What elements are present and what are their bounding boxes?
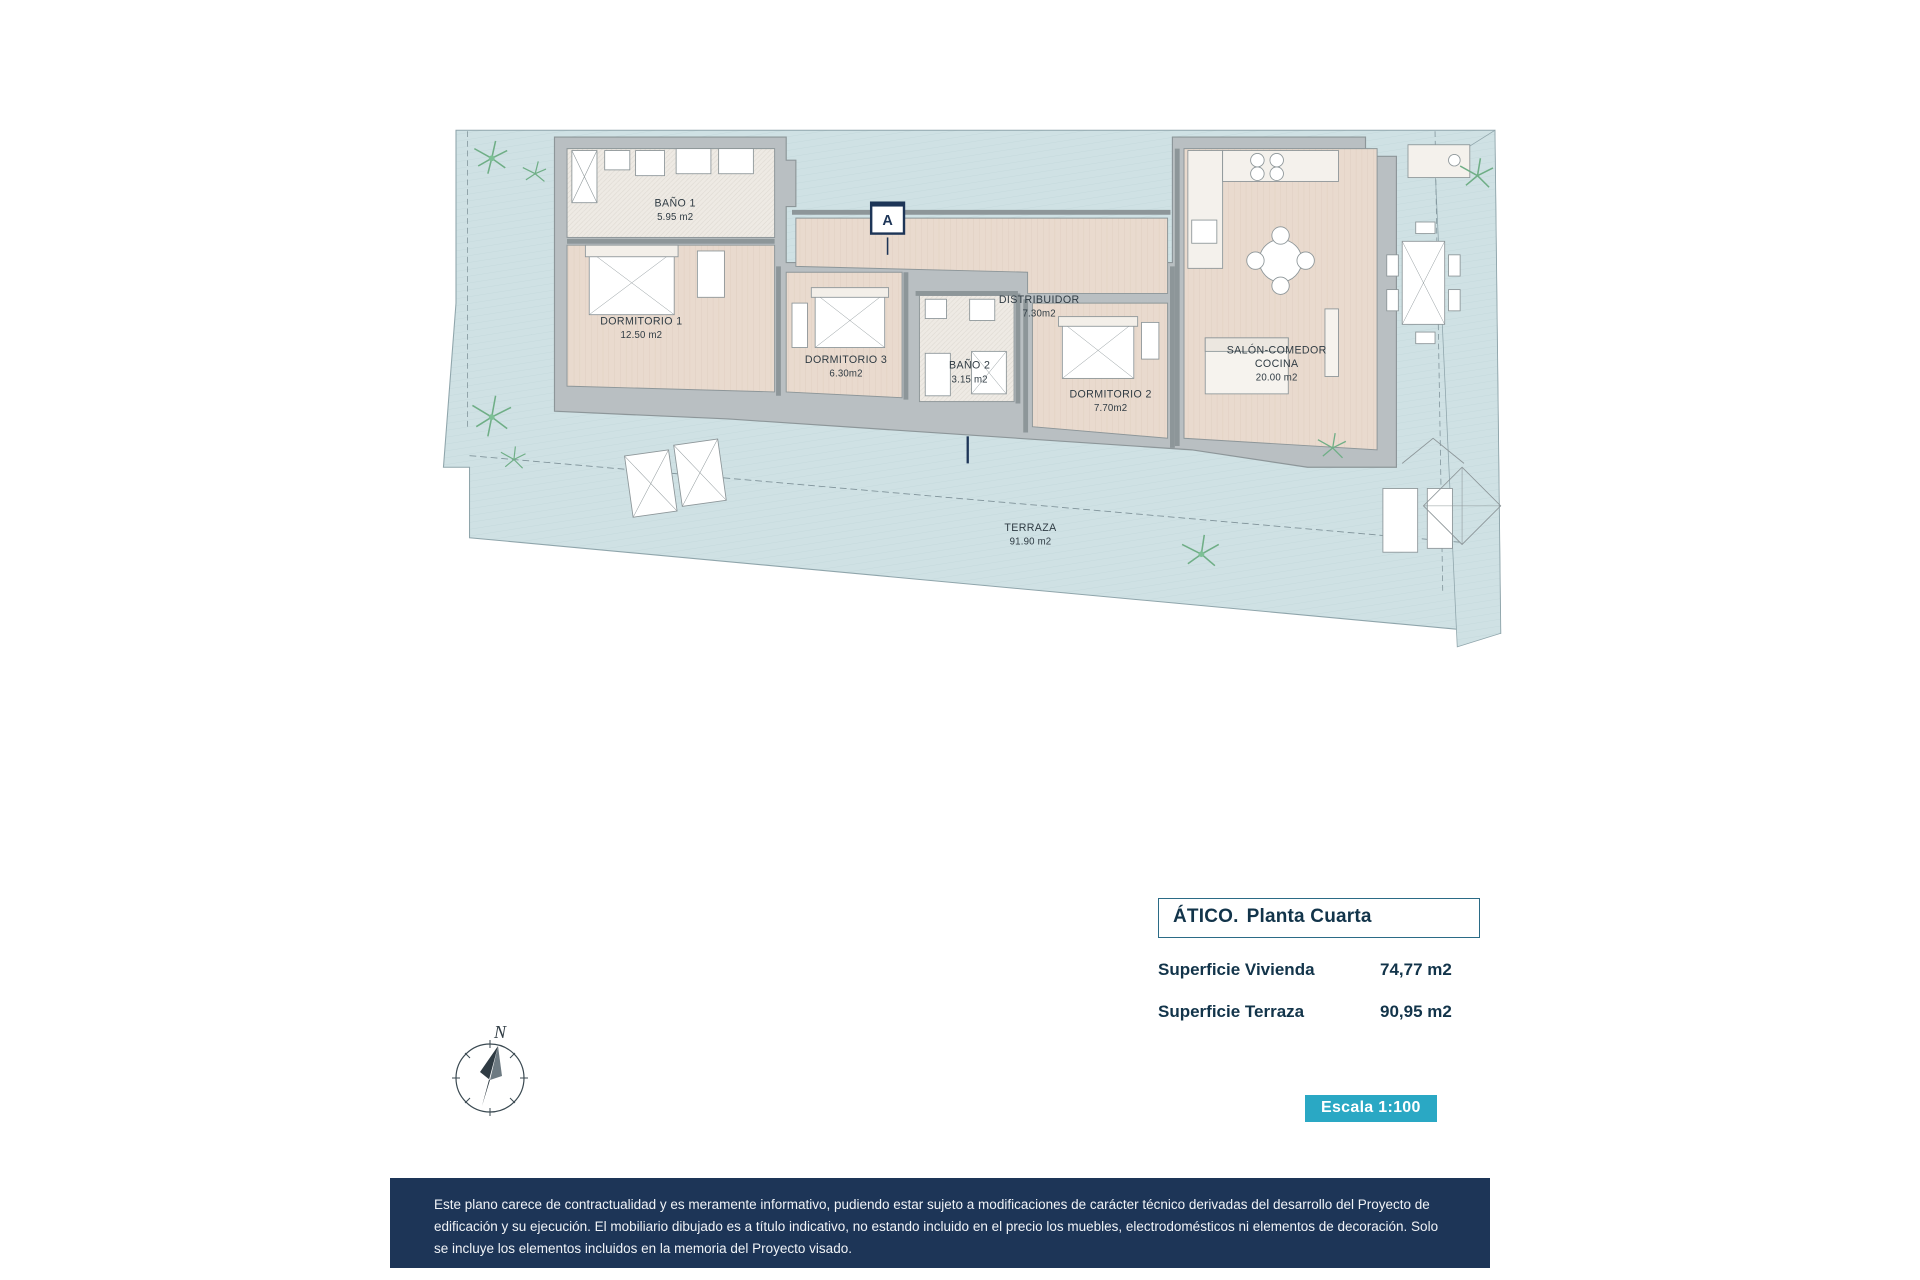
room-label-bano1-area: 5.95 m2 (657, 212, 694, 224)
room-label-distribuidor-area: 7.30m2 (1022, 308, 1056, 320)
surface-row-vivienda (1158, 960, 1488, 980)
plan-title-main: ÁTICO. (1173, 906, 1239, 927)
scale-badge: Escala 1:100 (1305, 1095, 1437, 1122)
room-label-terraza-area: 91.90 m2 (1009, 536, 1052, 548)
surface-label-terraza: Superficie Terraza (1158, 1002, 1305, 1021)
room-label-salon-area: 20.00 m2 (1255, 372, 1298, 384)
room-label-dorm2-area: 7.70m2 (1093, 403, 1128, 415)
surface-row-terraza (1158, 1002, 1488, 1022)
surface-label-vivienda: Superficie Vivienda (1158, 960, 1315, 979)
surface-value-terraza: 90,95 m2 (1380, 1002, 1452, 1021)
section-marker-label: A (882, 212, 893, 229)
room-label-dorm1-area: 12.50 m2 (620, 329, 663, 341)
compass-north-label: N (494, 1022, 507, 1042)
floorplan-drawing (380, 110, 1540, 670)
room-label-dorm3-name: DORMITORIO 3 (804, 353, 888, 366)
room-label-dorm3-area: 6.30m2 (829, 368, 863, 380)
plan-title-box (1158, 898, 1480, 938)
room-label-distribuidor-name: DISTRIBUIDOR (998, 294, 1080, 307)
room-label-bano1-name: BAÑO 1 (654, 197, 696, 210)
disclaimer-banner (390, 1178, 1490, 1268)
compass-rose (432, 1010, 552, 1130)
room-label-bano2-name: BAÑO 2 (949, 359, 991, 372)
disclaimer-text: Este plano carece de contractualidad y es meramente informativo, pudiendo estar sujeto a modificaciones de carácter técnico derivadas del desarrollo del Proyecto de edificación y su ejecución. El mobiliario dibujado es a título indicativo, no estando incluido en el precio los muebles, electrodomésticos ni elementos de decoración. Solo se incluye los elementos incluidos en la memoria del Proyecto visado. (434, 1197, 1439, 1256)
plan-title-sub: Planta Cuarta (1246, 906, 1372, 927)
room-label-dorm1-name: DORMITORIO 1 (600, 315, 683, 328)
room-label-cocina-name: COCINA (1254, 357, 1299, 370)
legend-block (1158, 898, 1488, 1022)
room-label-dorm2-name: DORMITORIO 2 (1069, 388, 1152, 401)
room-label-terraza-name: TERRAZA (1004, 521, 1057, 534)
surface-value-vivienda: 74,77 m2 (1380, 960, 1452, 979)
room-label-bano2-area: 3.15 m2 (951, 374, 988, 386)
room-label-salon-name: SALÓN-COMEDOR (1226, 344, 1327, 357)
